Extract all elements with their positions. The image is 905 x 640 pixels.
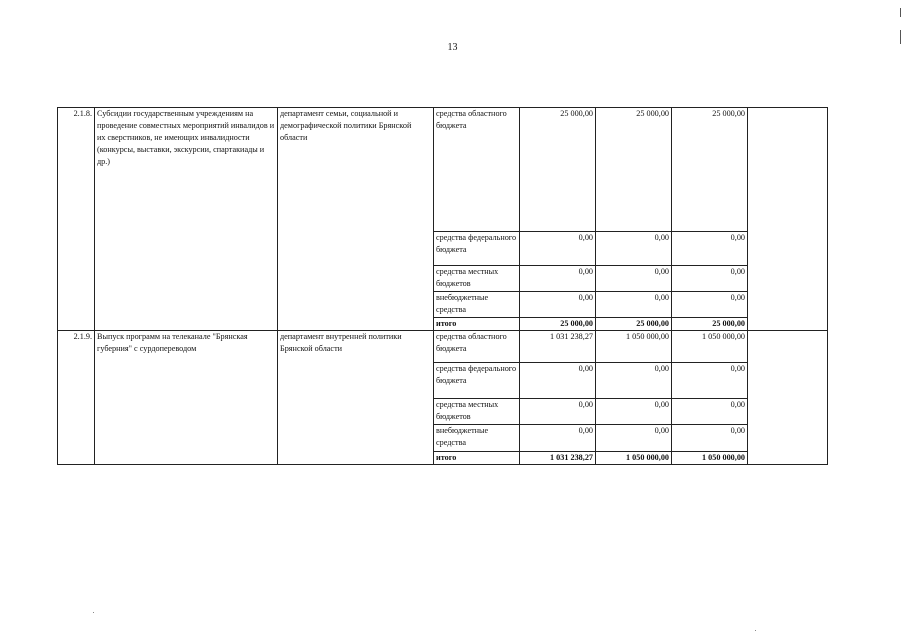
- value-cell: 0,00: [596, 292, 672, 318]
- value-cell: 0,00: [672, 292, 748, 318]
- table-row: [58, 108, 828, 232]
- funding-source: внебюджетные средства: [434, 425, 520, 452]
- scan-speck: [755, 630, 756, 631]
- page-number: 13: [447, 42, 458, 53]
- funding-source: средства местных бюджетов: [434, 266, 520, 292]
- funding-source: средства федерального бюджета: [434, 232, 520, 266]
- value-cell: 1 050 000,00: [596, 331, 672, 363]
- scan-edge-mark: [900, 8, 901, 17]
- value-cell: 0,00: [672, 425, 748, 452]
- table-row: [58, 331, 828, 363]
- value-cell: 0,00: [520, 363, 596, 399]
- total-value-cell: 25 000,00: [596, 318, 672, 331]
- item-description: Выпуск программ на телеканале "Брянская губерния" с сурдопереводом: [95, 331, 278, 465]
- value-cell: 0,00: [596, 363, 672, 399]
- funding-source: средства областного бюджета: [434, 108, 520, 232]
- scan-speck: [93, 612, 94, 613]
- funding-source: внебюджетные средства: [434, 292, 520, 318]
- value-cell: 0,00: [520, 399, 596, 425]
- value-cell: 0,00: [596, 399, 672, 425]
- total-value-cell: 25 000,00: [672, 318, 748, 331]
- value-cell: 0,00: [520, 232, 596, 266]
- value-cell: 0,00: [672, 266, 748, 292]
- value-cell: 25 000,00: [672, 108, 748, 232]
- value-cell: 25 000,00: [596, 108, 672, 232]
- value-cell: 0,00: [520, 425, 596, 452]
- empty-cell: [748, 108, 828, 331]
- value-cell: 0,00: [520, 266, 596, 292]
- empty-cell: [748, 331, 828, 465]
- funding-source-total: итого: [434, 318, 520, 331]
- total-value-cell: 25 000,00: [520, 318, 596, 331]
- total-value-cell: 1 050 000,00: [596, 452, 672, 465]
- total-value-cell: 1 050 000,00: [672, 452, 748, 465]
- item-executor: департамент семьи, социальной и демографической политики Брянской области: [278, 108, 434, 331]
- value-cell: 1 031 238,27: [520, 331, 596, 363]
- item-description: Субсидии государственным учреждениям на проведение совместных мероприятий инвалидов и их сверстников, не имеющих инвалидности (конкурсы, выставки, экскурсии, спартакиады и др.): [95, 108, 278, 331]
- funding-source: средства областного бюджета: [434, 331, 520, 363]
- value-cell: 25 000,00: [520, 108, 596, 232]
- item-executor: департамент внутренней политики Брянской области: [278, 331, 434, 465]
- funding-source: средства федерального бюджета: [434, 363, 520, 399]
- value-cell: 0,00: [672, 399, 748, 425]
- item-code: 2.1.9.: [58, 331, 95, 465]
- value-cell: 0,00: [596, 232, 672, 266]
- total-value-cell: 1 031 238,27: [520, 452, 596, 465]
- item-code: 2.1.8.: [58, 108, 95, 331]
- funding-source-total: итого: [434, 452, 520, 465]
- value-cell: 0,00: [596, 266, 672, 292]
- value-cell: 0,00: [672, 232, 748, 266]
- value-cell: 0,00: [520, 292, 596, 318]
- value-cell: 0,00: [672, 363, 748, 399]
- funding-source: средства местных бюджетов: [434, 399, 520, 425]
- value-cell: 1 050 000,00: [672, 331, 748, 363]
- budget-table: [57, 107, 828, 465]
- value-cell: 0,00: [596, 425, 672, 452]
- scan-edge-mark: [900, 30, 901, 44]
